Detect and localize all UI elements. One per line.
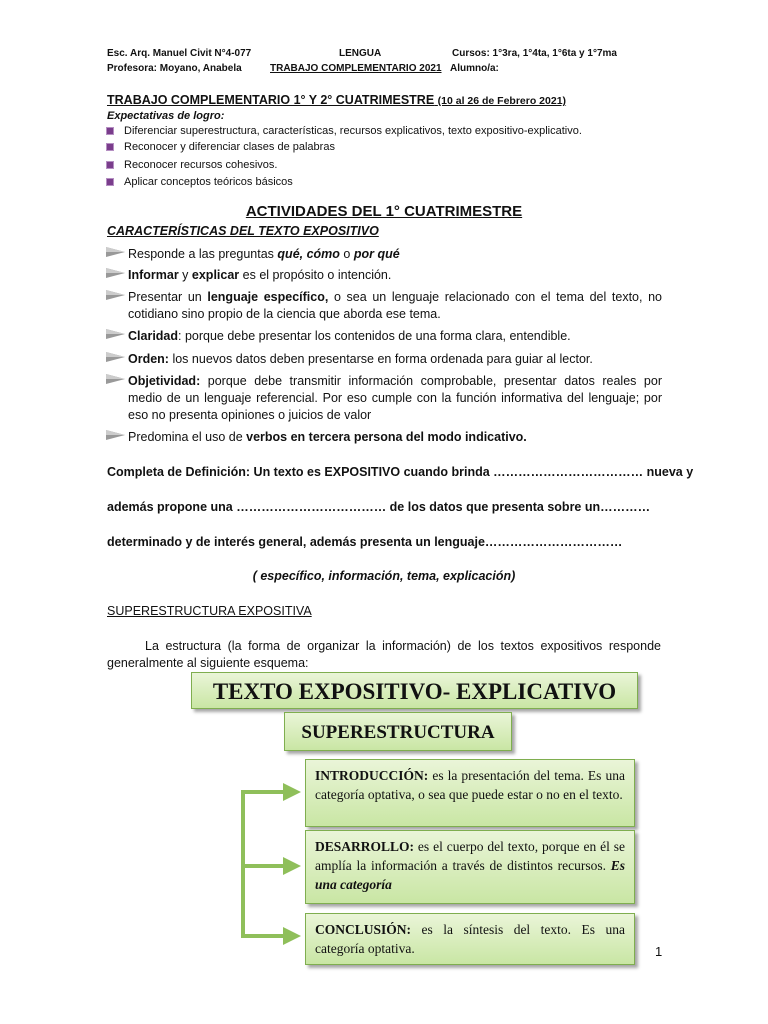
introduction-label: INTRODUCCIÓN: xyxy=(315,768,429,783)
arrow-bullet-icon xyxy=(106,267,128,284)
square-bullet-icon xyxy=(106,127,114,135)
goal-item: Reconocer y diferenciar clases de palabras xyxy=(106,141,335,153)
expectations-label: Expectativas de logro: xyxy=(107,110,225,122)
diagram-sub-box: SUPERESTRUCTURA xyxy=(284,712,512,751)
arrow-bullet-icon xyxy=(106,289,128,323)
school-name: Esc. Arq. Manuel Civit N°4-077 xyxy=(107,48,252,59)
diagram-introduction-box: INTRODUCCIÓN: es la presentación del tema. Es una categoría optativa, o sea que puede estar o no en el texto. xyxy=(305,759,635,827)
document-title xyxy=(107,93,566,107)
student-label: Alumno/a: xyxy=(450,63,499,74)
arrow-bullet-icon xyxy=(106,328,128,345)
diagram-conclusion-box: CONCLUSIÓN: es la síntesis del texto. Es una categoría optativa. xyxy=(305,913,635,965)
arrow-bullet-icon xyxy=(106,246,128,263)
characteristic-item: Responde a las preguntas qué, cómo o por qué xyxy=(106,246,662,263)
characteristic-item: Orden: los nuevos datos deben presentarse en forma ordenada para guiar al lector. xyxy=(106,351,662,368)
activities-title: ACTIVIDADES DEL 1° CUATRIMESTRE xyxy=(245,203,523,220)
characteristic-item: Presentar un lenguaje específico, o sea un lenguaje relacionado con el tema del texto, no cotidiano sino propio de la ciencia que aborda ese tema. xyxy=(106,289,662,323)
square-bullet-icon xyxy=(106,178,114,186)
goal-item: Aplicar conceptos teóricos básicos xyxy=(106,176,293,188)
conclusion-label: CONCLUSIÓN: xyxy=(315,922,412,937)
subject-name: LENGUA xyxy=(339,48,382,59)
arrow-bullet-icon xyxy=(106,373,128,424)
document-title-main: TRABAJO COMPLEMENTARIO 1° Y 2° CUATRIMESTRE xyxy=(107,93,435,107)
page-number: 1 xyxy=(655,944,663,959)
fill-in-line-1: Completa de Definición: Un texto es EXPOSITIVO cuando brinda ……………………………… nueva y xyxy=(107,465,694,479)
courses: Cursos: 1°3ra, 1°4ta, 1°6ta y 1°7ma xyxy=(452,48,617,59)
arrow-bullet-icon xyxy=(106,429,128,446)
characteristic-item: Objetividad: porque debe transmitir información comprobable, presentar datos reales por medio de un lenguaje referencial. Por eso cumple con la función informativa del lenguaje; por eso no presenta opiniones o juicios de valor xyxy=(106,373,662,424)
square-bullet-icon xyxy=(106,161,114,169)
characteristic-item: Claridad: porque debe presentar los contenidos de una forma clara, entendible. xyxy=(106,328,662,345)
characteristic-item: Predomina el uso de verbos en tercera persona del modo indicativo. xyxy=(106,429,662,446)
development-label: DESARROLLO: xyxy=(315,839,415,854)
square-bullet-icon xyxy=(106,143,114,151)
arrow-bullet-icon xyxy=(106,351,128,368)
document-title-dates: (10 al 26 de Febrero 2021) xyxy=(437,95,567,107)
work-title: TRABAJO COMPLEMENTARIO 2021 xyxy=(270,63,442,74)
goal-item: Diferenciar superestructura, características, recursos explicativos, texto expositivo-explicativo. xyxy=(106,125,582,137)
word-bank: ( específico, información, tema, explicación) xyxy=(252,569,516,583)
fill-in-line-3: determinado y de interés general, además presenta un lenguaje…………………………… xyxy=(107,535,623,549)
superstructure-paragraph: La estructura (la forma de organizar la información) de los textos expositivos responde generalmente al siguiente esquema: xyxy=(107,639,661,670)
teacher-name: Profesora: Moyano, Anabela xyxy=(107,63,242,74)
characteristics-title: CARACTERÍSTICAS DEL TEXTO EXPOSITIVO xyxy=(107,224,379,238)
superstructure-title: SUPERESTRUCTURA EXPOSITIVA xyxy=(107,604,312,618)
diagram-main-box: TEXTO EXPOSITIVO- EXPLICATIVO xyxy=(191,672,638,709)
goal-item: Reconocer recursos cohesivos. xyxy=(106,159,277,171)
fill-in-line-2: además propone una ……………………………… de los datos que presenta sobre un………… xyxy=(107,500,651,514)
diagram-development-box: DESARROLLO: es el cuerpo del texto, porque en él se amplía la información a través de distintos recursos. Es una categoría xyxy=(305,830,635,904)
characteristic-item: Informar y explicar es el propósito o intención. xyxy=(106,267,662,284)
diagram-connector-arrows xyxy=(235,770,307,945)
